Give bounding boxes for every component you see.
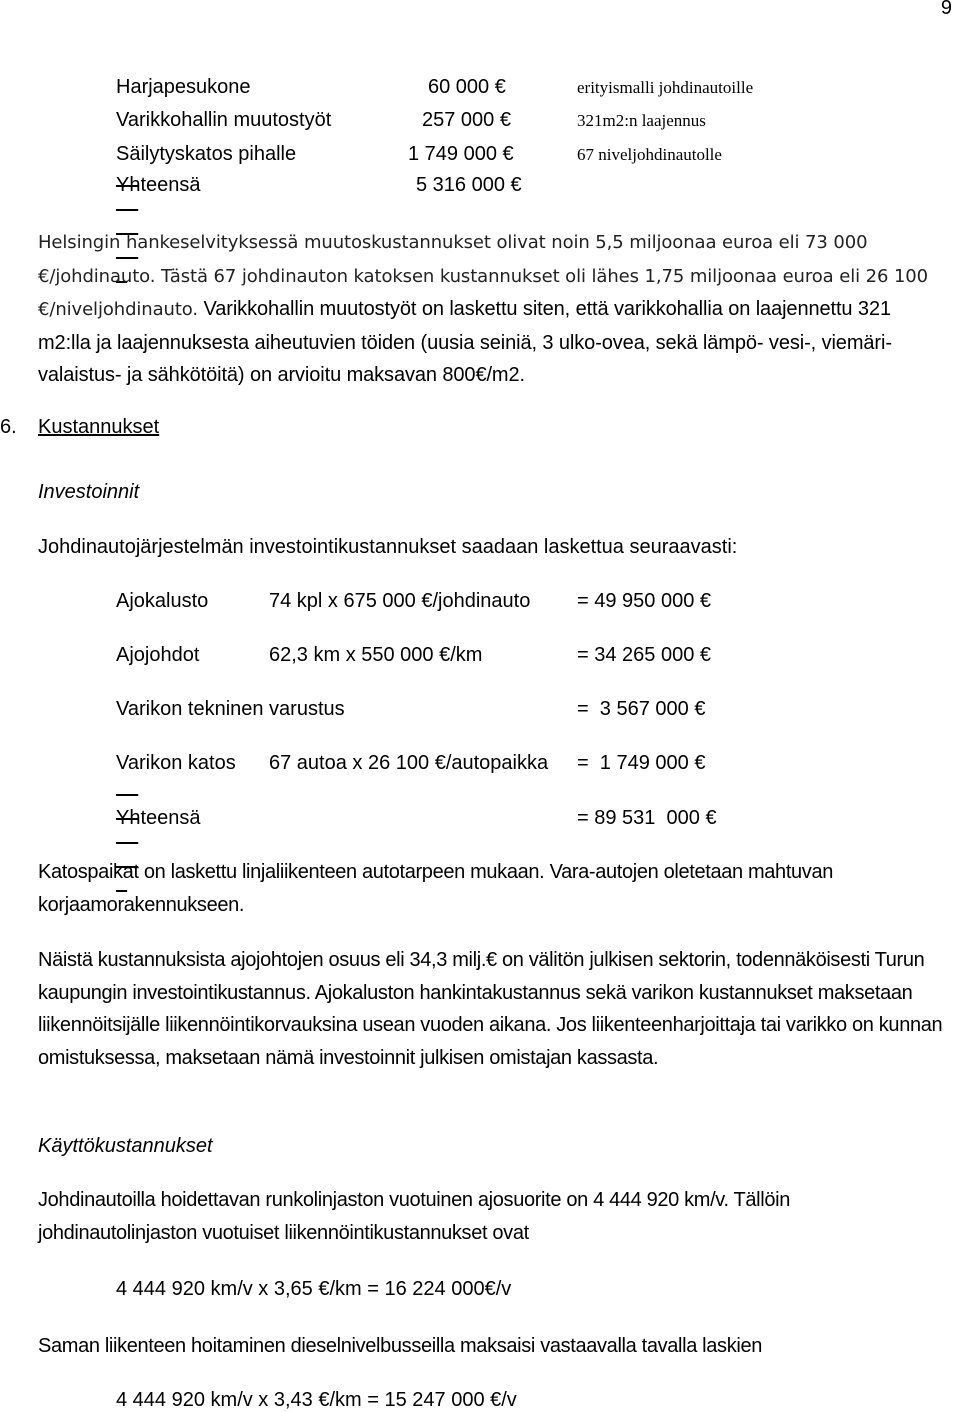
cost-row-label: Säilytyskatos pihalle	[116, 143, 297, 165]
intro-paragraph	[38, 226, 938, 392]
investment-calc: 74 kpl x 675 000 €/johdinauto	[269, 590, 531, 612]
cost-row-amount: 1 749 000 €	[408, 143, 514, 165]
cost-row-label: Harjapesukone	[116, 76, 251, 98]
investment-result: = 34 265 000 €	[577, 644, 712, 666]
cost-row-amount: 257 000 €	[422, 109, 511, 131]
cost-row-amount: 5 316 000 €	[416, 174, 522, 196]
kayttokustannukset-heading: Käyttökustannukset	[38, 1135, 213, 1157]
investment-result: = 3 567 000 €	[577, 698, 706, 720]
diesel-cost-paragraph: Saman liikenteen hoitaminen dieselnivelbusseilla maksaisi vastaavalla tavalla laskien	[38, 1335, 762, 1357]
section-number: 6.	[0, 416, 17, 438]
operating-cost-paragraph: Johdinautoilla hoidettavan runkolinjaston vuotuinen ajosuorite on 4 444 920 km/v. Tällöin johdinautolinjaston vuotuiset liikennöintikustannukset ovat	[38, 1189, 790, 1244]
page-number: 9	[940, 0, 952, 19]
cost-row-note: 321m2:n laajennus	[577, 111, 706, 130]
investment-label: Ajojohdot	[116, 644, 200, 666]
investment-calc: 67 autoa x 26 100 €/autopaikka	[269, 752, 549, 774]
cost-row-label: Yhteensä	[116, 174, 201, 196]
diesel-cost-formula: 4 444 920 km/v x 3,43 €/km = 15 247 000 €/v	[116, 1389, 517, 1411]
intro-paragraph-part-a: Helsingin hankeselvityksessä muutoskustannukset olivat noin 5,5 miljoonaa euroa eli 73 000 €/johdinauto. Tästä 67 johdinauton katoksen kustannukset oli lähes 1,75 miljoonaa euroa eli 26 100 €/niveljohdinauto.	[38, 232, 929, 320]
investment-note-paragraph: Katospaikat on laskettu linjaliikenteen autotarpeen mukaan. Vara-autojen oletetaan mahtuvan korjaamorakennukseen.	[38, 861, 833, 916]
section-title: Kustannukset	[38, 416, 160, 438]
cost-row-amount: 60 000 €	[428, 76, 506, 98]
investment-label: Ajokalusto	[116, 590, 209, 612]
operating-cost-formula: 4 444 920 km/v x 3,65 €/km = 16 224 000€/v	[116, 1278, 512, 1300]
investment-result: = 49 950 000 €	[577, 590, 712, 612]
investment-label: Varikon katos	[116, 752, 236, 774]
section-heading	[0, 415, 160, 439]
intro-paragraph-part-b: Varikkohallin muutostyöt on laskettu siten, että varikkohallia on laajennettu 321 m2:lla ja laajennuksesta aiheutuvien töiden (uusia seiniä, 3 ulko-ovea, sekä lämpö- vesi-, viemäri- valaistus- ja sähkötöitä) on arvioitu maksavan 800€/m2.	[38, 298, 892, 386]
investment-label: Varikon tekninen varustus	[116, 698, 345, 720]
investment-share-paragraph: Näistä kustannuksista ajojohtojen osuus eli 34,3 milj.€ on välitön julkisen sektorin, todennäköisesti Turun kaupungin investointikustannus. Ajokaluston hankintakustannus sekä varikon kustannukset maksetaan liikennöitsijälle liikennöintikorvauksina usean vuoden aikana. Jos liikenteenharjoittaja tai varikko on kunnan omistuksessa, maksetaan nämä investoinnit julkisen omistajan kassasta.	[38, 949, 943, 1069]
investment-label: Yhteensä	[116, 807, 201, 829]
investment-result: = 89 531 000 €	[577, 807, 717, 829]
cost-row-note: 67 niveljohdinautolle	[577, 145, 722, 164]
investment-calc: 62,3 km x 550 000 €/km	[269, 644, 483, 666]
investoinnit-intro: Johdinautojärjestelmän investointikustannukset saadaan laskettua seuraavasti:	[38, 536, 738, 558]
investment-result: = 1 749 000 €	[577, 752, 706, 774]
cost-row-label: Varikkohallin muutostyöt	[116, 109, 332, 131]
cost-row-note: erityismalli johdinautoille	[577, 78, 754, 97]
investoinnit-heading: Investoinnit	[38, 481, 140, 503]
